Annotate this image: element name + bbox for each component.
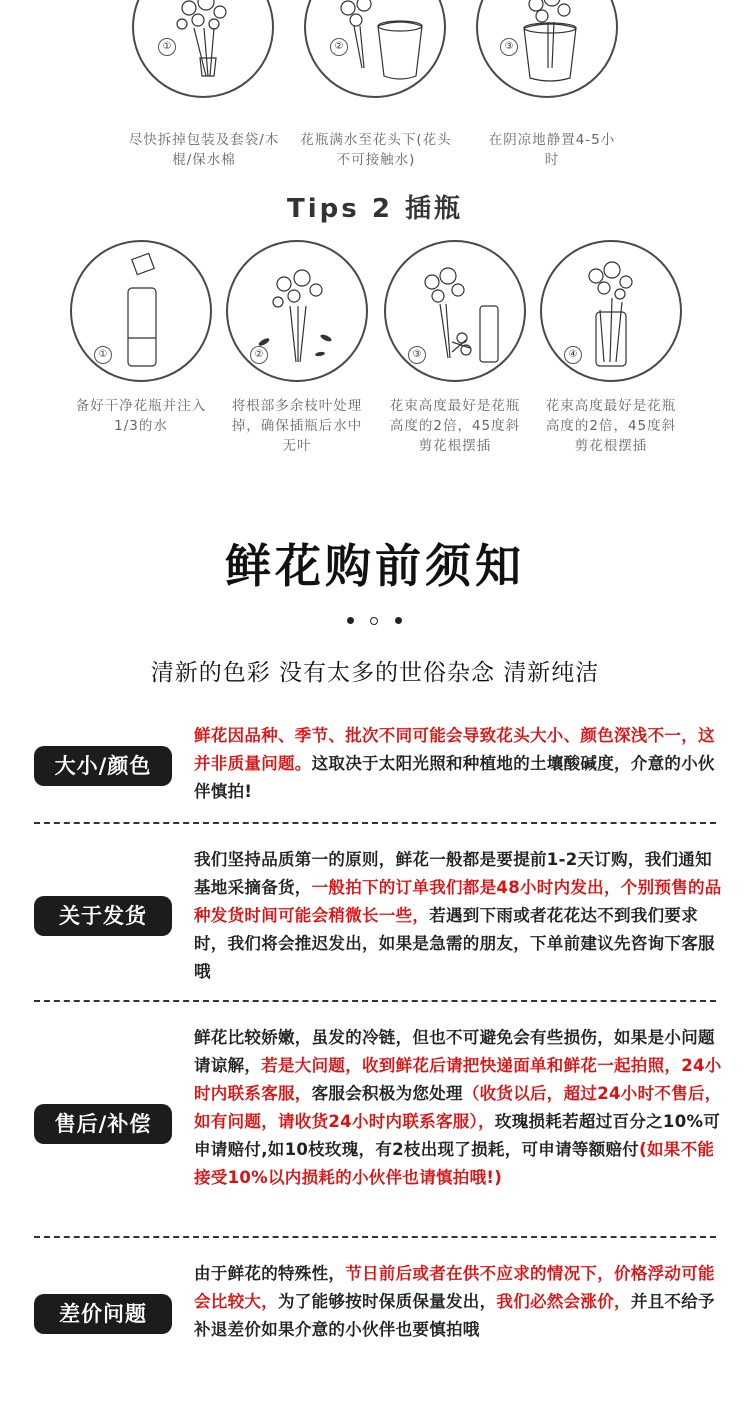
notice-title: 鲜花购前须知 [225, 539, 525, 593]
body-text-segment: 我们坚持品质第一的原则，鲜花一般都是要提前1-2天订购，我们通知基地采摘备货， [194, 850, 712, 897]
section-divider [34, 1236, 716, 1238]
highlight-text: 节日前后或者在供不应求的情况下，价格浮动可能会比较大， [194, 1264, 715, 1311]
vase-arranged-icon [542, 242, 680, 380]
body-text-segment: 客服会积极为您处理 [311, 1084, 463, 1103]
step-number: ③ [408, 346, 426, 364]
tips2-step3-caption: 花束高度最好是花瓶高度的2倍，45度斜剪花根摆插 [389, 398, 521, 454]
step-number: ④ [564, 346, 582, 364]
highlight-text: 我们必然会涨价， [496, 1292, 631, 1311]
highlight-text: 若是大问题，收到鲜花后请把快递面单和鲜花一起拍照，24小时内联系客服， [194, 1056, 722, 1103]
body-text-segment: 这取决于太阳光照和种植地的土壤酸碱度，介意的小伙伴慎拍! [194, 754, 715, 801]
tips1-step3-caption: 在阴凉地静置4-5小时 [488, 132, 616, 168]
bouquet-bucket-icon [306, 0, 444, 96]
body-text-segment: 鲜花比较娇嫩，虽发的冷链，但也不可避免会有些损伤，如果是小问题请谅解， [194, 1028, 715, 1075]
tips2-title: Tips 2 插瓶 [287, 194, 463, 224]
body-text-segment: 由于鲜花的特殊性， [194, 1264, 346, 1283]
tips1-step1-caption: 尽快拆掉包装及套袋/木棍/保水棉 [128, 132, 280, 168]
section-label-shipping: 关于发货 [34, 896, 172, 936]
step-number: ② [330, 38, 348, 56]
scissors-bouquet-icon [386, 242, 524, 380]
tips2-step3-illustration [384, 240, 526, 382]
bouquet-icon [134, 0, 272, 96]
highlight-text: （收货以后，超过24小时不售后，如有问题，请收货24小时内联系客服）， [194, 1084, 722, 1131]
step-number: ③ [500, 38, 518, 56]
notice-subtitle: 清新的色彩 没有太多的世俗杂念 清新纯洁 [150, 660, 600, 686]
step-number: ① [94, 346, 112, 364]
body-text-segment: 若遇到下雨或者花花达不到我们要求时，我们将会推迟发出，如果是急需的朋友，下单前建议先咨询下客服哦 [194, 906, 715, 981]
section-label-size-color: 大小/颜色 [34, 746, 172, 786]
section-divider [34, 822, 716, 824]
dot-icon [347, 617, 354, 624]
step-number: ② [250, 346, 268, 364]
body-text-segment: 并且不给予补退差价如果介意的小伙伴也要慎拍哦 [194, 1292, 715, 1339]
highlight-text: 一般拍下的订单我们都是48小时内发出，个别预售的品种发货时间可能会稍微长一些， [194, 878, 722, 925]
tips1-step2-illustration [304, 0, 446, 98]
tips2-step1-caption: 备好干净花瓶并注入 1/3的水 [75, 398, 207, 434]
tips2-step2-illustration [226, 240, 368, 382]
section-label-after-sales: 售后/补偿 [34, 1104, 172, 1144]
section-label-price-difference: 差价问题 [34, 1294, 172, 1334]
tips2-step4-illustration [540, 240, 682, 382]
section-body-price-difference [194, 1260, 726, 1344]
dot-icon [395, 617, 402, 624]
tips2-step4-caption: 花束高度最好是花瓶高度的2倍，45度斜剪花根摆插 [545, 398, 677, 454]
body-text-segment: 玫瑰损耗若超过百分之10%可申请赔付,如10枝玫瑰，有2枝出现了损耗，可申请等额赔付 [194, 1112, 721, 1159]
tips2-step1-illustration [70, 240, 212, 382]
tips1-step3-illustration [476, 0, 618, 98]
vase-water-icon [72, 242, 210, 380]
bouquet-in-bucket-icon [478, 0, 616, 96]
trim-leaves-icon [228, 242, 366, 380]
title-dots-decoration [0, 614, 750, 628]
section-divider [34, 1000, 716, 1002]
step-number: ① [158, 38, 176, 56]
section-body-shipping [194, 846, 726, 986]
section-body-size-color [194, 722, 726, 806]
tips1-step1-illustration [132, 0, 274, 98]
highlight-text: (如果不能接受10%以内损耗的小伙伴也请慎拍哦!) [194, 1140, 715, 1187]
section-body-after-sales [194, 1024, 726, 1192]
highlight-text: 鲜花因品种、季节、批次不同可能会导致花头大小、颜色深浅不一，这并非质量问题。 [194, 726, 715, 773]
hollow-dot-icon [370, 617, 378, 625]
body-text-segment: 为了能够按时保质保量发出， [278, 1292, 497, 1311]
tips1-step2-caption: 花瓶满水至花头下(花头不可接触水) [300, 132, 452, 168]
tips2-step2-caption: 将根部多余枝叶处理掉，确保插瓶后水中无叶 [231, 398, 363, 454]
